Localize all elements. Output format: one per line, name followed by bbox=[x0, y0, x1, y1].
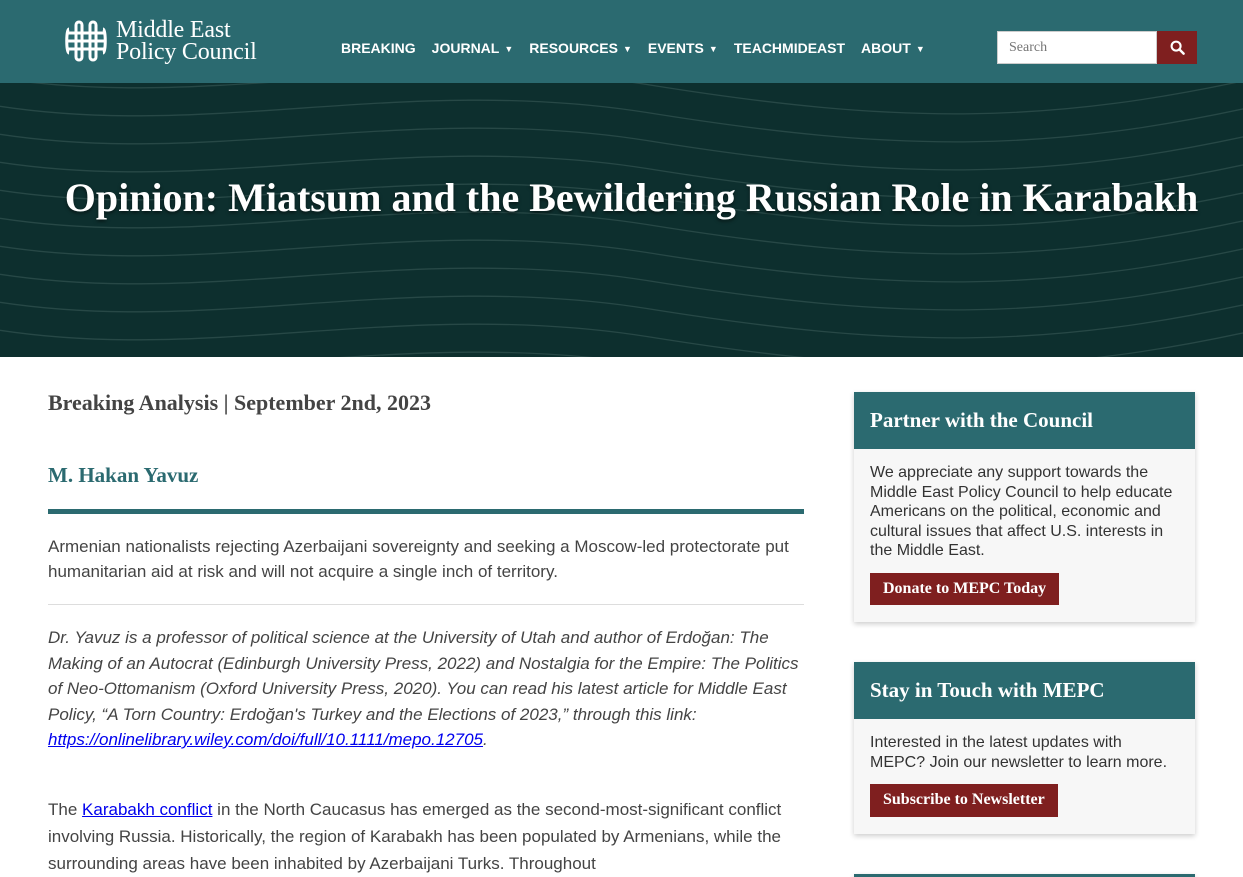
donate-button[interactable]: Donate to MEPC Today bbox=[870, 573, 1059, 606]
card-text: We appreciate any support towards the Middle East Policy Council to help educate Americans on the political, economic and cultural issues that affect U.S. interests in the Middle East. bbox=[870, 464, 1173, 559]
logo-text bbox=[116, 19, 257, 63]
subscribe-button[interactable]: Subscribe to Newsletter bbox=[870, 784, 1058, 817]
nav-label: JOURNAL bbox=[431, 40, 500, 56]
nav-journal[interactable] bbox=[432, 40, 514, 56]
search-button[interactable] bbox=[1157, 31, 1197, 64]
bio-article-link[interactable]: https://onlinelibrary.wiley.com/doi/full/10.1111/mepo.12705 bbox=[48, 730, 484, 749]
body-start: The bbox=[48, 800, 83, 819]
logo-line1: Middle East bbox=[116, 17, 231, 43]
bio-text: Dr. Yavuz is a professor of political science at the University of Utah and author of Erdoğan: The Making of an Autocrat (Edinburgh University Press, 2022) and Nostalgia for the Empire: The Politics of Neo-Ottomanism (Oxford University Press, 2020). You can read his latest article for Middle East Policy, “A Torn Country: Erdoğan's Turkey and the Elections of 2023,” through this link: bbox=[48, 628, 799, 724]
caret-down-icon: ▼ bbox=[708, 44, 718, 54]
body-rest: in the North Caucasus has emerged as the second-most-significant conflict involving Russia. Historically, the region of Karabakh has been populated by Armenians, while the surrounding areas have been inhabited by Azerbaijani Turks. Throughout bbox=[48, 800, 782, 873]
card-body bbox=[854, 449, 1195, 605]
logo-line2: Policy Council bbox=[116, 39, 257, 65]
card-title: Stay in Touch with MEPC bbox=[854, 662, 1195, 719]
article-paragraph bbox=[48, 796, 808, 877]
site-header bbox=[0, 0, 1243, 83]
hero-banner bbox=[0, 83, 1243, 357]
nav-teachmideast[interactable] bbox=[734, 40, 845, 56]
bio-end: . bbox=[483, 730, 488, 749]
nav-events[interactable] bbox=[648, 40, 718, 56]
article-summary: Armenian nationalists rejecting Azerbaijani sovereignty and seeking a Moscow-led protectorate put humanitarian aid at risk and will not acquire a single inch of territory. bbox=[48, 537, 789, 581]
nav-label: BREAKING bbox=[341, 40, 416, 56]
card-text: Interested in the latest updates with MEPC? Join our newsletter to learn more. bbox=[870, 734, 1168, 771]
summary-divider bbox=[48, 604, 804, 605]
article-author[interactable]: M. Hakan Yavuz bbox=[48, 463, 199, 487]
card-body bbox=[854, 719, 1195, 817]
article bbox=[48, 390, 804, 873]
karabakh-conflict-link[interactable]: Karabakh conflict bbox=[82, 800, 213, 819]
logo-lattice-icon bbox=[64, 19, 108, 63]
caret-down-icon: ▼ bbox=[915, 44, 925, 54]
partner-card bbox=[854, 392, 1195, 622]
nav-label: RESOURCES bbox=[529, 40, 618, 56]
nav-about[interactable] bbox=[861, 40, 925, 56]
search-input[interactable] bbox=[997, 31, 1157, 64]
nav-breaking[interactable] bbox=[341, 40, 416, 56]
nav-label: TEACHMIDEAST bbox=[733, 40, 846, 56]
caret-down-icon: ▼ bbox=[622, 44, 632, 54]
nav-label: ABOUT bbox=[861, 40, 911, 56]
site-logo[interactable] bbox=[64, 16, 257, 66]
caret-down-icon: ▼ bbox=[504, 44, 514, 54]
hero-wave-pattern bbox=[0, 83, 1243, 357]
author-divider bbox=[48, 509, 804, 514]
card-title: Partner with the Council bbox=[854, 392, 1195, 449]
search-icon bbox=[1170, 40, 1185, 55]
search-form bbox=[997, 31, 1197, 64]
article-meta: Breaking Analysis | September 2nd, 2023 bbox=[48, 390, 431, 415]
nav-label: EVENTS bbox=[647, 40, 704, 56]
newsletter-card bbox=[854, 662, 1195, 834]
main-nav bbox=[341, 0, 941, 96]
author-bio bbox=[48, 625, 808, 753]
page-title: Opinion: Miatsum and the Bewildering Russian Role in Karabakh bbox=[64, 175, 1199, 220]
nav-resources[interactable] bbox=[529, 40, 632, 56]
